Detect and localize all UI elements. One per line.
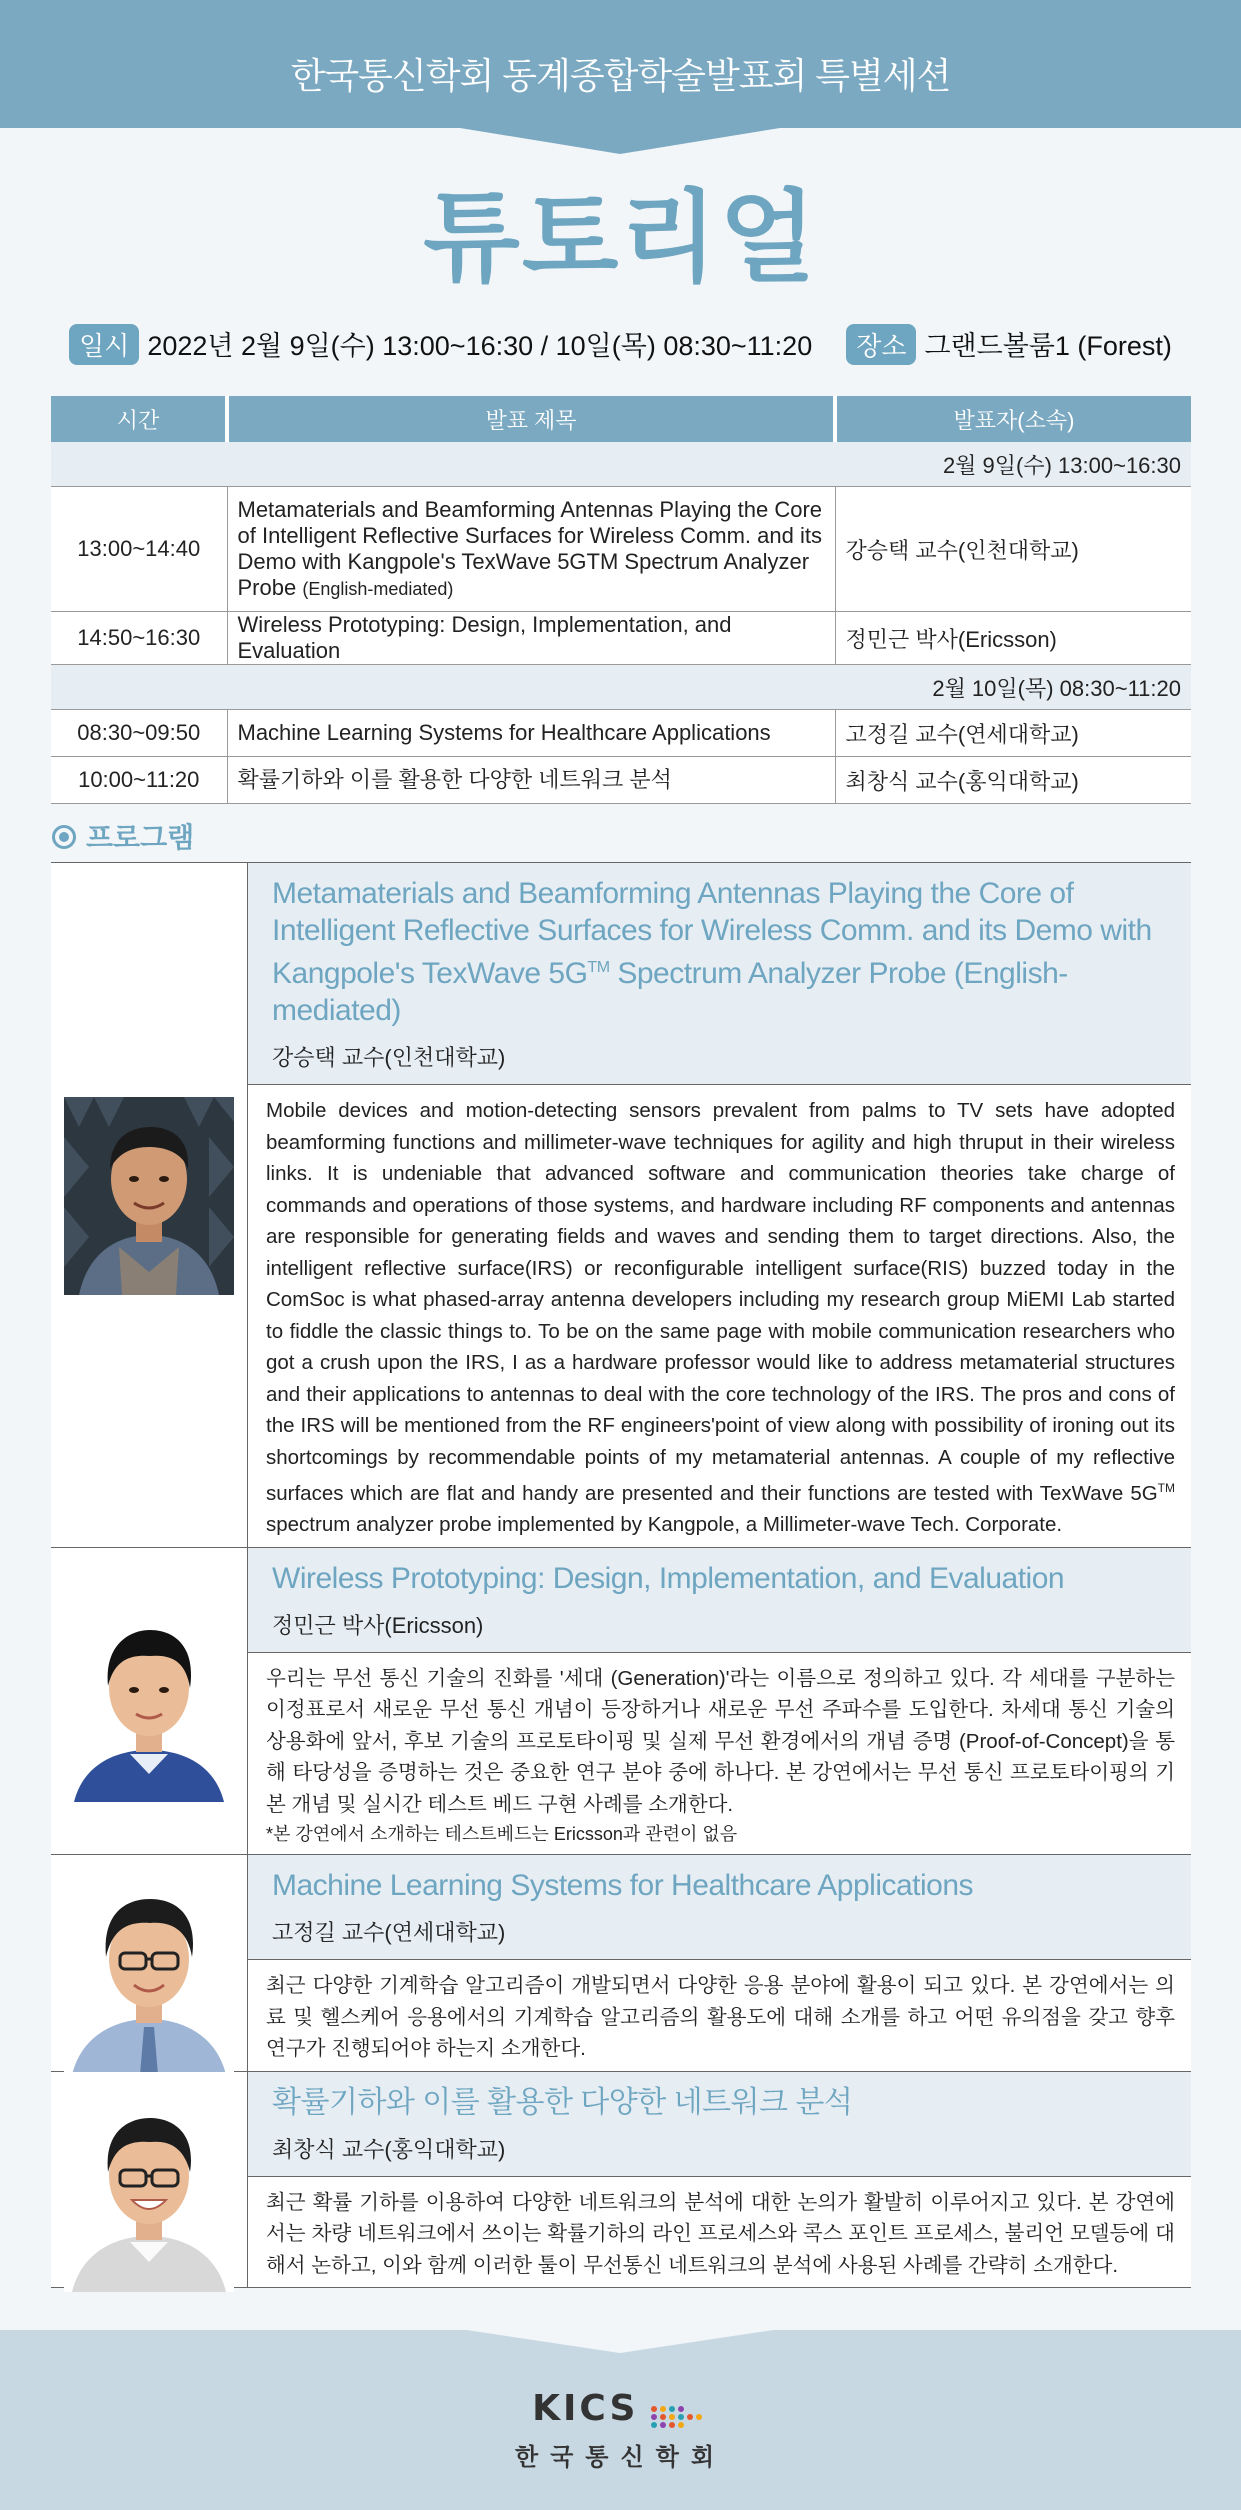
info-line [0, 324, 1241, 365]
program-title: Machine Learning Systems for Healthcare Applications [272, 1869, 974, 1903]
row-time: 13:00~14:40 [51, 487, 227, 612]
row-time: 14:50~16:30 [51, 612, 227, 665]
date-badge: 일시 [69, 324, 139, 365]
speaker-photo [64, 2094, 234, 2292]
day1-label: 2월 9일(수) 13:00~16:30 [51, 442, 1191, 487]
header-notch [460, 128, 780, 154]
logo-text-ko: 한국통신학회 [514, 2443, 727, 2471]
program-item [51, 863, 1191, 1548]
row-speaker: 정민근 박사(Ericsson) [835, 612, 1191, 665]
table-row [51, 487, 1191, 612]
col-time: 시간 [51, 396, 227, 442]
program-title-block [248, 2072, 1191, 2177]
table-row [51, 757, 1191, 804]
program-speaker: 강승택 교수(인천대학교) [272, 1045, 506, 1070]
place-text: 그랜드볼룸1 (Forest) [924, 331, 1172, 361]
speaker-photo [64, 1604, 234, 1802]
program-speaker: 고정길 교수(연세대학교) [272, 1920, 506, 1946]
program-title-block [248, 863, 1191, 1085]
row-time: 08:30~09:50 [51, 710, 227, 757]
table-row [51, 710, 1191, 757]
program-abstract: 최근 확률 기하를 이용하여 다양한 네트워크의 분석에 대한 논의가 활발히 이루어지고 있다. 본 강연에서는 차량 네트워크에서 쓰이는 확률기하의 라인 프로세스와 콕스 포인트 프로세스, 불리언 모델등에 대해서 논하고, 이와 함께 이러한 툴이 무선통신 네트워크의 분석에 사용된 사례를 간략히 소개한다. [248, 2177, 1191, 2288]
program-abstract: 최근 다양한 기계학습 알고리즘이 개발되면서 다양한 응용 분야에 활용이 되고 있다. 본 강연에서는 의료 및 헬스케어 응용에서의 기계학습 알고리즘의 활용도에 대해 소개를 하고 어떤 유의점을 갖고 향후 연구가 진행되어야 하는지 소개한다. [248, 1960, 1191, 2071]
day-row [51, 442, 1191, 487]
program-title: Wireless Prototyping: Design, Implementation, and Evaluation [272, 1561, 1065, 1595]
program-title: 확률기하와 이를 활용한 다양한 네트워크 분석 [272, 2085, 853, 2119]
program-note: *본 강연에서 소개하는 테스트베드는 Ericsson과 관련이 없음 [266, 1824, 738, 1845]
program-speaker: 최창식 교수(홍익대학교) [272, 2136, 506, 2162]
speaker-photo [64, 1097, 234, 1295]
col-title: 발표 제목 [227, 396, 835, 442]
row-time: 10:00~11:20 [51, 757, 227, 804]
kics-logo [0, 2388, 1241, 2472]
day2-label: 2월 10일(목) 08:30~11:20 [51, 665, 1191, 710]
row-speaker: 최창식 교수(홍익대학교) [835, 757, 1191, 804]
program-item [51, 1548, 1191, 1856]
footer [0, 2330, 1241, 2510]
program-item [51, 1855, 1191, 2072]
logo-text-en: KICS [532, 2388, 639, 2429]
schedule-table [51, 396, 1191, 804]
row-speaker: 강승택 교수(인천대학교) [835, 487, 1191, 612]
speaker-photo [64, 1877, 234, 2075]
row-speaker: 고정길 교수(연세대학교) [835, 710, 1191, 757]
row-title: 확률기하와 이를 활용한 다양한 네트워크 분석 [227, 757, 835, 804]
program-title: Metamaterials and Beamforming Antennas Playing the Core of Intelligent Reflective Surfaces for Wireless Comm. and its Demo with Kangpole's TexWave 5G™ Spectrum Analyzer Probe (English-mediated) [272, 877, 1152, 1027]
col-speaker: 발표자(소속) [835, 396, 1191, 442]
row-title: Machine Learning Systems for Healthcare Applications [227, 710, 835, 757]
date-text: 2022년 2월 9일(수) 13:00~16:30 / 10일(목) 08:30~11:20 [147, 331, 813, 361]
program-abstract: 우리는 무선 통신 기술의 진화를 '세대 (Generation)'라는 이름으로 정의하고 있다. 각 세대를 구분하는 이정표로서 새로운 무선 통신 개념이 등장하거나 새로운 무선 주파수를 도입한다. 차세대 통신 기술의 상용화에 앞서, 후보 기술의 프로토타이핑 및 실제 무선 환경에서의 개념 증명 (Proof-of-Concept)을 통해 타당성을 증명하는 것은 중요한 연구 분야 중에 하나다. 본 강연에서는 무선 통신 프로토타이핑의 기본 개념 및 실시간 테스트 베드 구현 사례를 소개한다. *본 강연에서 소개하는 테스트베드는 Ericsson과 관련이 없음 [248, 1653, 1191, 1855]
program-abstract: Mobile devices and motion-detecting sensors prevalent from palms to TV sets have adopted beamforming functions and millimeter-wave techniques for agility and high thruput in their wireless links. It is undeniable that advanced software and communication theories take charge of commands and operations of those systems, and hardware including RF components and antennas are responsible for generating fields and waves and sending them to target directions. Also, the intelligent reflective surface(IRS) or reconfigurable intelligent surface(RIS) buzzed today in the ComSoc is what phased-array antenna developers including my research group MiEMI Lab started to fiddle the classic things to. To be on the same page with mobile communication researchers who got a crush upon the IRS, I as a hardware professor would like to address metamaterial structures and their applications to antennas to deal with the core technology of the IRS. The pros and cons of the IRS will be mentioned from the RF engineers'point of view along with possibility of ironing out its shortcomings by recommendable points of my metamaterial antennas. A couple of my reflective surfaces which are flat and handy are presented and their functions are tested with TexWave 5G™ spectrum analyzer probe implemented by Kangpole, a Millimeter-wave Tech. Corporate. [248, 1085, 1191, 1547]
day-row [51, 665, 1191, 710]
program-item [51, 2072, 1191, 2289]
logo-dots-icon [649, 2401, 709, 2431]
program-title-block [248, 1548, 1191, 1653]
table-header [51, 396, 1191, 442]
page-title: 튜토리얼 [423, 182, 818, 294]
bullet-circle-icon [52, 825, 76, 849]
program-speaker: 정민근 박사(Ericsson) [272, 1612, 484, 1638]
program-title-block [248, 1855, 1191, 1960]
program-heading: 프로그램 [52, 816, 194, 856]
row-title: Metamaterials and Beamforming Antennas Playing the Core of Intelligent Reflective Surfaces for Wireless Comm. and its Demo with Kangpole's TexWave 5GTM Spectrum Analyzer Probe (English-mediated) [227, 487, 835, 612]
table-row [51, 612, 1191, 665]
event-banner: 한국통신학회 동계종합학술발표회 특별세션 [290, 55, 951, 96]
program-list [51, 862, 1191, 2288]
row-title: Wireless Prototyping: Design, Implementation, and Evaluation [227, 612, 835, 665]
place-badge: 장소 [846, 324, 916, 365]
